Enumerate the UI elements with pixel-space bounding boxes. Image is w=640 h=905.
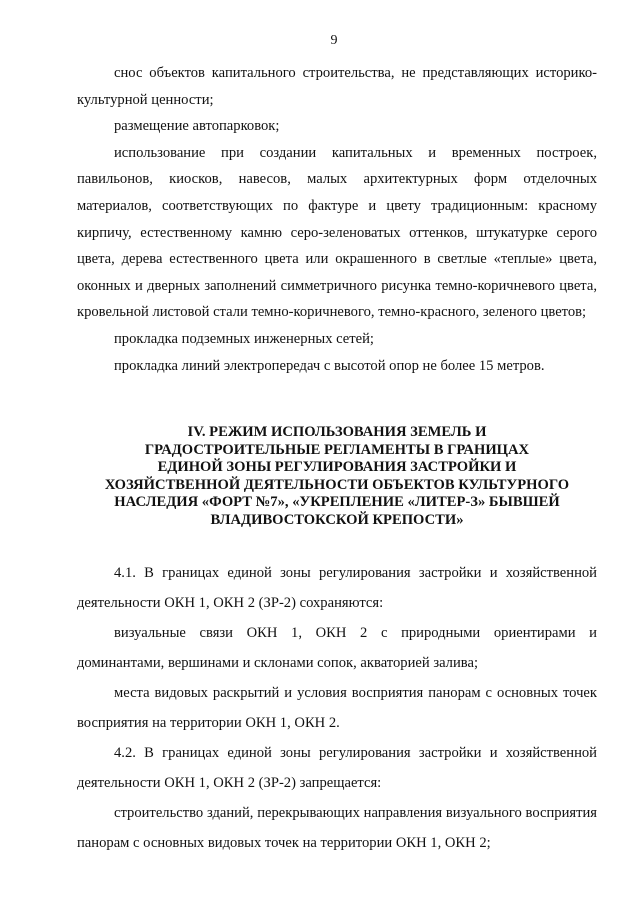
paragraph: места видовых раскрытий и условия восприятия панорам с основных точек восприятия на территории ОКН 1, ОКН 2. (77, 685, 597, 731)
section-title-line: ГРАДОСТРОИТЕЛЬНЫЕ РЕГЛАМЕНТЫ В ГРАНИЦАХ (144, 441, 530, 458)
text-block-top (77, 60, 597, 379)
section-title-line: НАСЛЕДИЯ «ФОРТ №7», «УКРЕПЛЕНИЕ «ЛИТЕР-З» БЫВШЕЙ (114, 494, 560, 511)
paragraph: 4.2. В границах единой зоны регулирования застройки и хозяйственной деятельности ОКН 1, ОКН 2 (ЗР-2) запрещается: (77, 745, 597, 791)
section-title-line: IV. РЕЖИМ ИСПОЛЬЗОВАНИЯ ЗЕМЕЛЬ И (187, 424, 487, 440)
page-number: 9 (330, 33, 338, 48)
paragraph: прокладка подземных инженерных сетей; (114, 330, 374, 347)
paragraph: размещение автопарковок; (114, 118, 280, 135)
paragraph: прокладка линий электропередач с высотой опор не более 15 метров. (114, 357, 545, 374)
section-title-line: ВЛАДИВОСТОКСКОЙ КРЕПОСТИ» (210, 511, 464, 528)
text-block-bottom (77, 558, 597, 858)
section-title-line: ЕДИНОЙ ЗОНЫ РЕГУЛИРОВАНИЯ ЗАСТРОЙКИ И (157, 459, 517, 476)
section-title-line: ХОЗЯЙСТВЕННОЙ ДЕЯТЕЛЬНОСТИ ОБЪЕКТОВ КУЛЬТУРНОГО (104, 476, 570, 493)
paragraph: визуальные связи ОКН 1, ОКН 2 с природными ориентирами и доминантами, вершинами и склонами сопок, акваторией залива; (77, 625, 597, 671)
paragraph: 4.1. В границах единой зоны регулирования застройки и хозяйственной деятельности ОКН 1, ОКН 2 (ЗР-2) сохраняются: (77, 565, 597, 611)
paragraph: снос объектов капитального строительства, не представляющих историко-культурной ценности; (77, 65, 597, 108)
section-title (77, 424, 597, 530)
paragraph: строительство зданий, перекрывающих направления визуального восприятия панорам с основных видовых точек на территории ОКН 1, ОКН 2; (77, 805, 597, 851)
paragraph: использование при создании капитальных и временных построек, павильонов, киосков, навесов, малых архитектурных форм отделочных материалов, соответствующих по фактуре и цвету традиционным: красному кирпичу, естественному камню серо-зеленоватых оттенков, штукатурке серого цвета, дерева естественного цвета или окрашенного в светлые «теплые» цвета, оконных и дверных заполнений симметричного рисунка темно-коричневого цвета, кровельной листовой стали темно-коричневого, темно-красного, зеленого цветов; (77, 144, 597, 321)
